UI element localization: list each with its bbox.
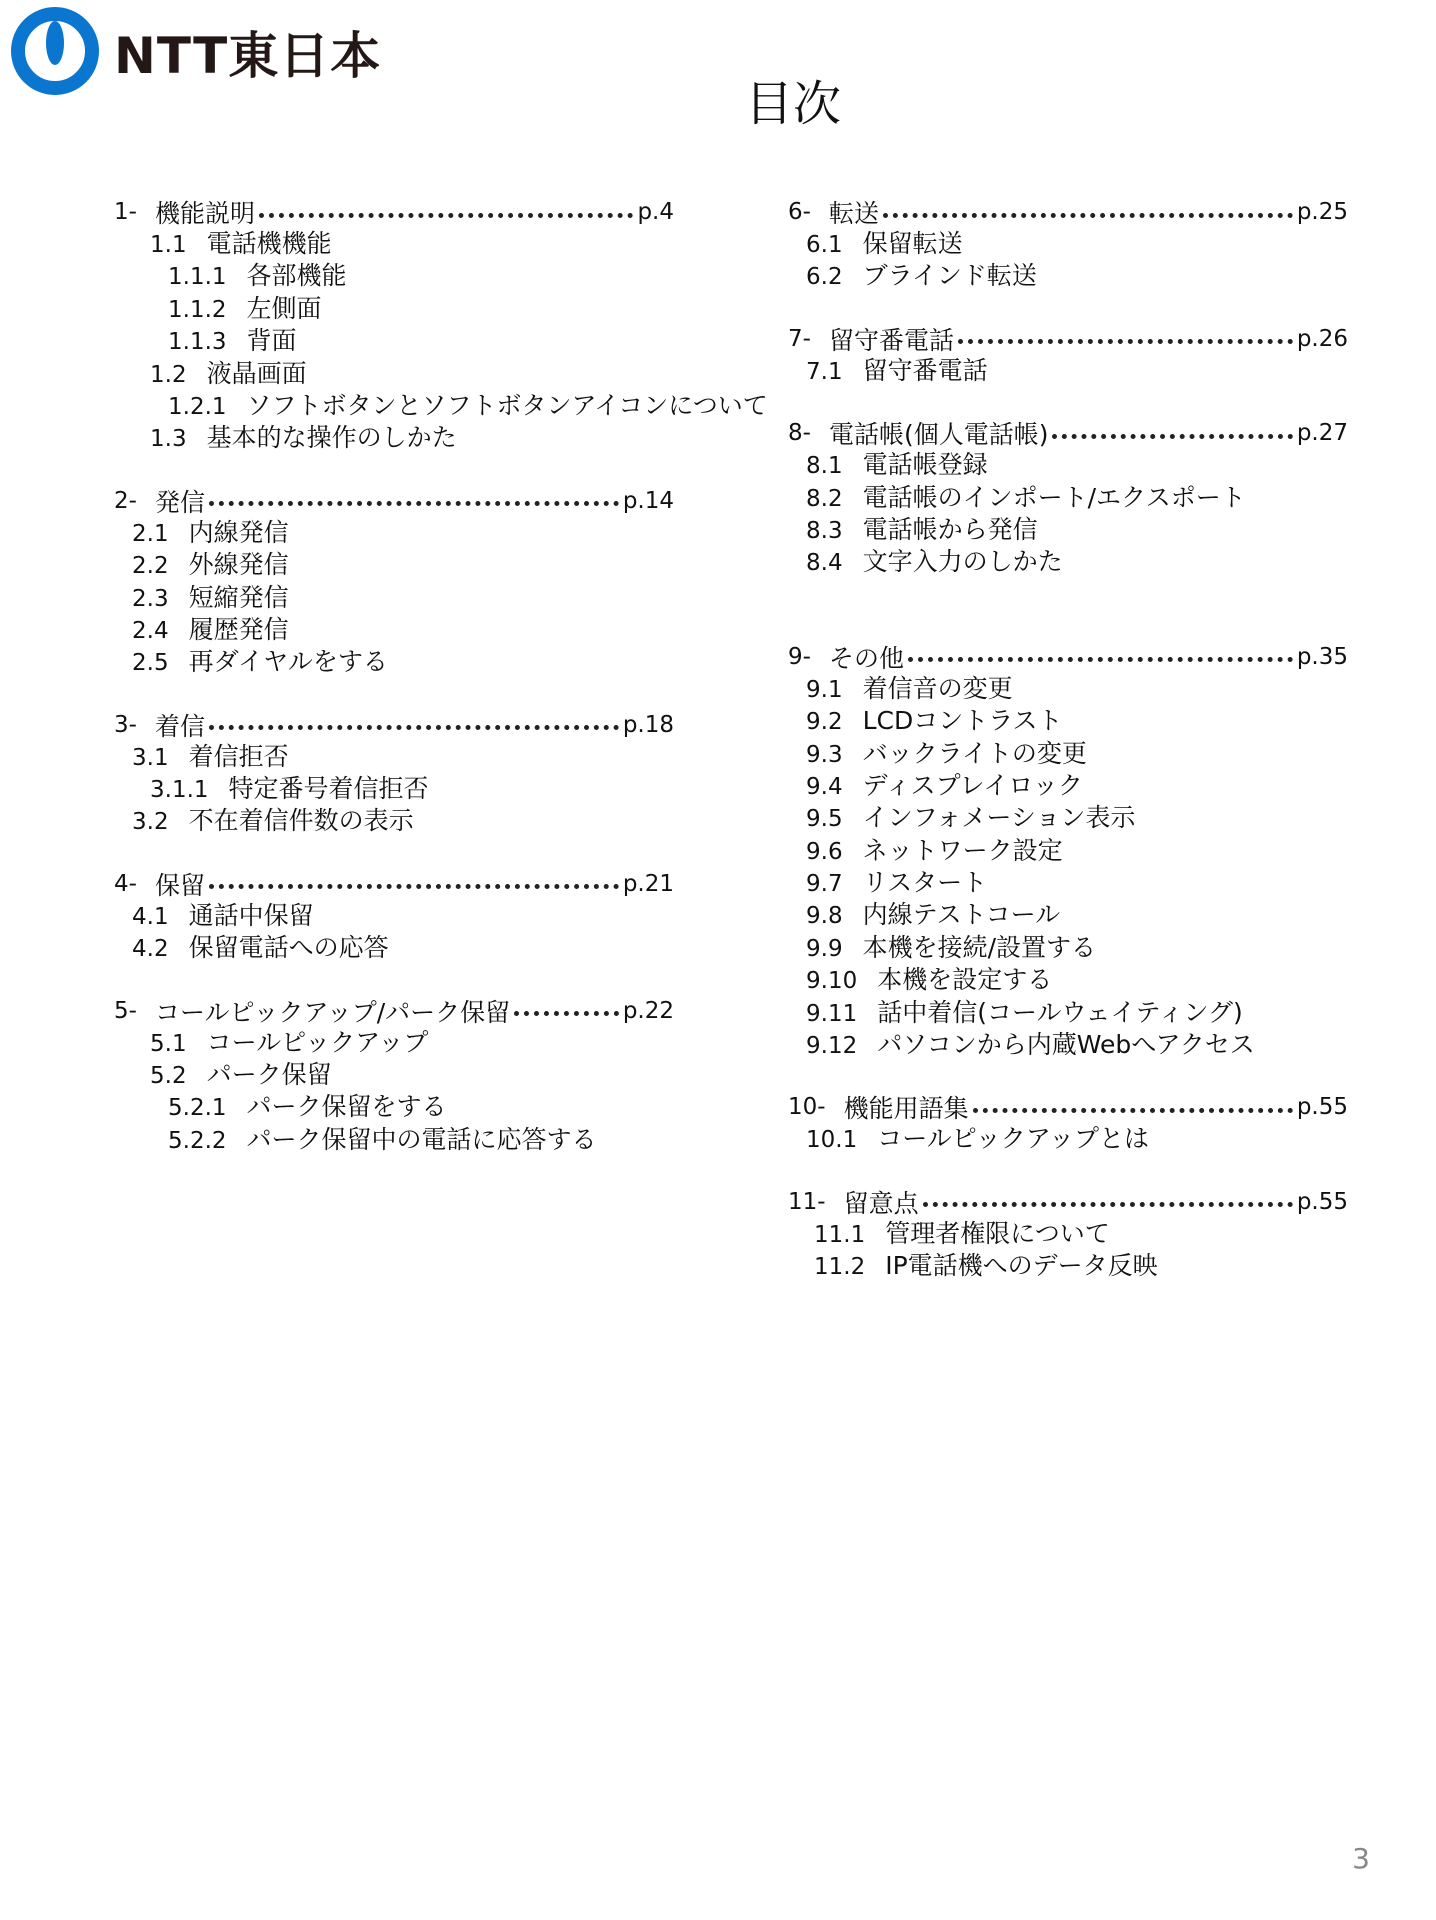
section-label: 電話帳(個人電話帳) [828,420,1049,450]
section-page-ref: p.35 [1296,643,1348,670]
section-page-ref: p.55 [1296,1188,1348,1215]
toc-subitem[interactable] [114,805,674,837]
section-label: 留意点 [843,1188,919,1218]
toc-subitem[interactable] [788,738,1348,770]
toc-subitem[interactable] [788,964,1348,996]
subitem-label: 基本的な操作のしかた [206,423,457,453]
toc-subitems [788,228,1348,293]
subitem-number: 1.1.1 [168,264,227,291]
subitem-number: 2.4 [132,617,169,644]
subitem-label: 話中着信(コールウェイティング) [877,997,1243,1027]
subitem-label: パーク保留 [206,1060,332,1090]
subitem-label: 本機を設定する [877,965,1053,995]
section-label: 機能説明 [154,199,255,228]
subitem-number: 8.4 [806,550,843,577]
section-page-ref: p.21 [622,870,674,897]
toc-subitems [114,1027,674,1157]
toc-section [788,641,1348,1062]
subitem-label: 着信拒否 [188,741,289,771]
subitem-label: ソフトボタンとソフトボタンアイコンについて [246,390,768,420]
subitem-label: 電話帳のインポート/エクスポート [862,482,1246,512]
subitem-label: 内線テストコール [862,900,1061,930]
section-page-ref: p.4 [637,199,674,225]
subitem-number: 1.1.2 [168,296,227,323]
toc-section-heading[interactable] [114,485,674,517]
subitem-number: 1.2.1 [168,393,227,420]
section-number: 4- [114,870,137,897]
subitem-number: 5.2.2 [168,1127,227,1154]
toc-subitem[interactable] [788,514,1348,546]
toc-subitem[interactable] [788,260,1348,292]
subitem-number: 5.2.1 [168,1095,227,1122]
subitem-number: 11.2 [814,1254,866,1281]
subitem-number: 4.1 [132,903,169,930]
toc-section-heading[interactable] [788,1186,1348,1218]
toc-subitem[interactable] [114,900,674,932]
dot-leader [923,1202,1293,1207]
subitem-number: 1.1 [150,232,187,258]
toc-section [114,485,674,679]
subitem-label: 留守番電話 [862,355,988,385]
toc-subitem[interactable] [788,802,1348,834]
toc-subitem[interactable] [114,646,674,678]
toc-section-heading[interactable] [114,868,674,900]
section-number: 3- [114,711,137,738]
toc-section [788,1186,1348,1283]
toc-section-heading[interactable] [788,196,1348,228]
subitem-label: 電話帳から発信 [862,514,1038,544]
toc-subitem[interactable] [788,997,1348,1029]
subitem-label: ブラインド転送 [862,261,1037,291]
subitem-label: 履歴発信 [188,614,289,644]
dot-leader [1052,434,1292,439]
subitem-number: 1.1.3 [168,329,227,356]
section-label: 留守番電話 [828,325,954,355]
subitem-number: 9.1 [806,676,843,703]
toc-subitems [114,517,674,679]
dot-leader [958,339,1293,344]
subitem-number: 9.2 [806,709,843,736]
toc-subitem[interactable] [788,835,1348,867]
subitem-label: 電話機機能 [206,229,332,258]
toc-section-heading[interactable] [114,709,674,741]
section-page-ref: p.55 [1296,1094,1348,1121]
subitem-label: 着信音の変更 [862,673,1013,703]
dot-leader [883,213,1293,218]
subitem-label: ネットワーク設定 [862,835,1063,865]
section-number: 2- [114,487,137,514]
toc-section-heading[interactable] [788,641,1348,673]
subitem-number: 2.3 [132,585,169,612]
toc-subitem[interactable] [114,228,674,260]
toc-subitems [788,449,1348,579]
subitem-label: IP電話機へのデータ反映 [885,1251,1158,1281]
toc-subitem[interactable] [114,358,674,390]
section-page-ref: p.27 [1296,420,1348,447]
section-number: 11- [788,1188,826,1215]
subitem-number: 6.1 [806,232,843,258]
section-number: 1- [114,199,137,225]
section-label: 保留 [154,870,205,900]
toc-subitem[interactable] [788,1123,1348,1155]
toc-subitem[interactable] [114,422,674,454]
toc-subitem[interactable] [788,1218,1348,1250]
toc-section-heading[interactable] [788,323,1348,355]
toc-subitem[interactable] [788,932,1348,964]
section-label: 転送 [828,199,879,228]
subitem-number: 4.2 [132,936,169,963]
subitem-label: 内線発信 [188,517,289,547]
subitem-number: 9.4 [806,773,843,800]
toc-subitems [788,1123,1348,1155]
subitem-label: ディスプレイロック [862,770,1083,800]
section-number: 8- [788,420,811,447]
section-number: 6- [788,199,811,225]
toc-subitem[interactable] [114,1091,674,1123]
toc-left-column [114,196,768,1156]
subitem-label: コールピックアップ [206,1027,429,1057]
subitem-label: コールピックアップとは [877,1124,1149,1154]
toc-subitem[interactable] [114,1124,674,1156]
toc-subitem[interactable] [788,546,1348,578]
toc-subitem[interactable] [114,293,674,325]
toc-subitems [114,228,768,455]
toc-subitem[interactable] [788,482,1348,514]
subitem-number: 2.5 [132,650,169,677]
subitem-label: パソコンから内蔵Webへアクセス [877,1030,1255,1060]
ntt-logo-text: NTT東日本 [114,27,382,85]
toc-subitem[interactable] [114,517,674,549]
toc-subitem[interactable] [788,355,1348,387]
subitem-number: 3.1 [132,744,169,771]
toc-section [788,1091,1348,1155]
toc-section [788,417,1348,579]
toc-subitem[interactable] [114,773,674,805]
toc-subitem[interactable] [114,260,674,292]
subitem-number: 6.2 [806,264,843,291]
section-number: 5- [114,997,137,1024]
subitem-label: 通話中保留 [188,900,314,930]
subitem-label: リスタート [862,868,988,898]
subitem-label: 保留転送 [862,229,963,258]
dot-leader [209,884,619,889]
subitem-number: 3.1.1 [150,777,209,804]
toc-subitem[interactable] [788,673,1348,705]
section-page-ref: p.25 [1296,199,1348,225]
subitem-number: 1.2 [150,361,187,388]
toc-right-column [788,196,1348,1283]
dot-leader [209,725,619,730]
dot-leader [973,1108,1293,1113]
toc-subitem[interactable] [114,1027,674,1059]
section-number: 10- [788,1094,826,1121]
subitem-label: パーク保留をする [246,1092,447,1122]
subitem-label: 管理者権限について [885,1218,1110,1248]
subitem-number: 10.1 [806,1127,858,1154]
subitem-number: 8.1 [806,453,843,480]
toc-subitem[interactable] [788,228,1348,260]
toc-section [114,995,674,1157]
toc-section [788,196,1348,293]
toc-subitem[interactable] [114,582,674,614]
toc-subitem[interactable] [114,1059,674,1091]
toc-section [114,868,674,965]
subitem-number: 9.9 [806,935,843,962]
toc-subitem[interactable] [788,867,1348,899]
toc-section-heading[interactable] [788,1091,1348,1123]
toc-subitem[interactable] [788,1250,1348,1282]
subitem-number: 5.2 [150,1063,187,1090]
section-label: 着信 [154,711,205,741]
subitem-label: 特定番号着信拒否 [228,774,429,804]
page-title: 目次 [744,76,841,132]
subitem-number: 2.1 [132,520,169,547]
subitem-label: 背面 [246,326,297,356]
toc-subitem[interactable] [788,705,1348,737]
toc-subitem[interactable] [114,614,674,646]
dot-leader [209,501,619,506]
section-label: その他 [828,643,904,673]
subitem-label: 文字入力のしかた [862,547,1063,577]
subitem-label: 再ダイヤルをする [188,647,388,677]
subitem-number: 9.3 [806,741,843,768]
toc-subitems [788,1218,1348,1283]
toc-subitem[interactable] [788,449,1348,481]
subitem-label: インフォメーション表示 [862,803,1136,833]
toc-subitem[interactable] [114,390,768,422]
toc-subitem[interactable] [788,1029,1348,1061]
subitem-label: 液晶画面 [206,358,307,388]
section-label: コールピックアップ/パーク保留 [154,997,511,1027]
toc-section [114,709,674,838]
toc-subitem[interactable] [114,549,674,581]
toc-subitems [114,741,674,838]
subitem-label: LCDコントラスト [862,706,1063,736]
subitem-number: 9.6 [806,838,843,865]
toc-section [114,196,768,455]
subitem-number: 7.1 [806,358,843,385]
subitem-number: 9.10 [806,968,858,995]
section-number: 7- [788,325,811,352]
subitem-label: 電話帳登録 [862,450,988,480]
subitem-label: 本機を接続/設置する [862,932,1097,962]
section-label: 機能用語集 [843,1094,969,1124]
subitem-label: バックライトの変更 [862,738,1087,768]
subitem-number: 9.8 [806,903,843,930]
toc-subitem[interactable] [788,770,1348,802]
toc-subitem[interactable] [788,899,1348,931]
subitem-label: 各部機能 [246,261,347,291]
toc-section-heading[interactable] [788,417,1348,449]
toc-section-heading[interactable] [114,196,674,228]
toc-subitem[interactable] [114,932,674,964]
subitem-number: 9.7 [806,871,843,898]
toc-subitem[interactable] [114,741,674,773]
dot-leader [514,1011,619,1016]
page-number: 3 [1352,1842,1370,1875]
toc-subitems [114,900,674,965]
section-number: 9- [788,643,811,670]
toc-subitems [788,355,1348,387]
subitem-label: パーク保留中の電話に応答する [246,1124,597,1154]
section-page-ref: p.26 [1296,325,1348,352]
section-page-ref: p.14 [622,487,674,514]
subitem-number: 3.2 [132,809,169,836]
subitem-label: 外線発信 [188,550,289,580]
dot-leader [908,657,1293,662]
subitem-number: 8.2 [806,485,843,512]
section-page-ref: p.22 [622,997,674,1024]
subitem-number: 11.1 [814,1221,866,1248]
section-page-ref: p.18 [622,711,674,738]
subitem-number: 2.2 [132,553,169,580]
subitem-label: 短縮発信 [188,582,289,612]
section-label: 発信 [154,487,205,517]
subitem-number: 1.3 [150,426,187,453]
subitem-number: 8.3 [806,517,843,544]
dot-leader [259,213,634,218]
subitem-number: 9.5 [806,806,843,833]
toc-section [788,323,1348,387]
toc-section-heading[interactable] [114,995,674,1027]
subitem-number: 5.1 [150,1030,187,1057]
subitem-label: 左側面 [246,293,322,323]
subitem-number: 9.12 [806,1033,858,1060]
subitem-label: 不在着信件数の表示 [188,806,414,836]
toc-subitem[interactable] [114,325,674,357]
subitem-label: 保留電話への応答 [188,933,389,963]
subitem-number: 9.11 [806,1000,858,1027]
toc-subitems [788,673,1348,1062]
